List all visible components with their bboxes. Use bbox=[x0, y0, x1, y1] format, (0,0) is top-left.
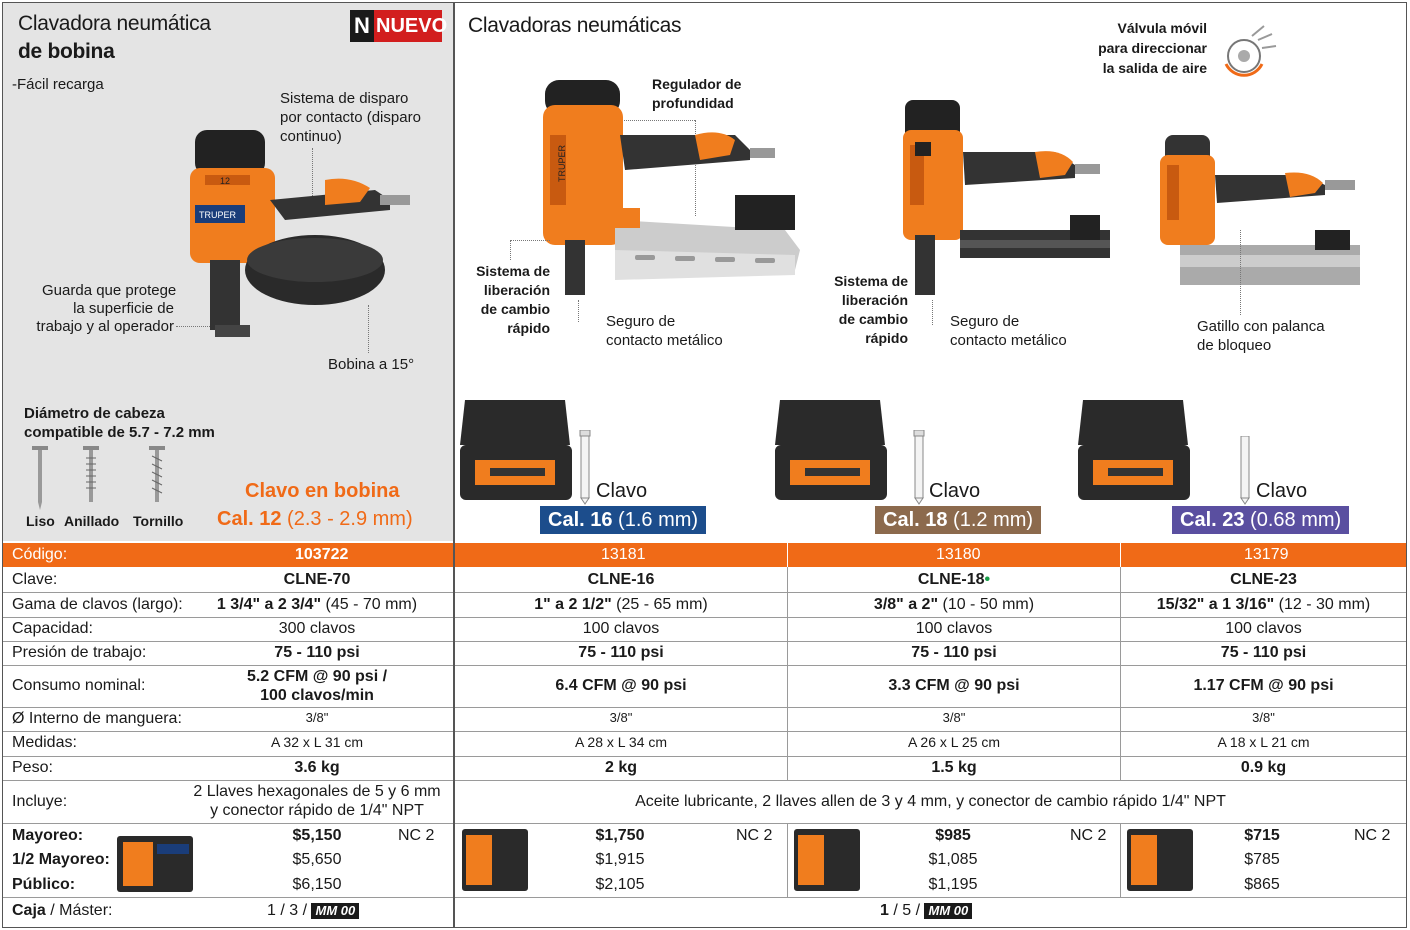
callout-disparo-1: Sistema de disparo bbox=[280, 90, 409, 107]
col2-consumo: 3.3 CFM @ 90 psi bbox=[888, 677, 1020, 694]
liberacion-18-3: de cambio bbox=[838, 311, 908, 327]
liberacion-16-1: Sistema de bbox=[476, 263, 550, 279]
label-gama: Gama de clavos (largo): bbox=[12, 596, 183, 613]
col3-medidas: A 18 x L 21 cm bbox=[1217, 734, 1310, 750]
valvula-1: Válvula móvil bbox=[1117, 20, 1207, 36]
col0-manguera: 3/8" bbox=[305, 710, 329, 725]
col0-capacidad: 300 clavos bbox=[278, 620, 356, 637]
seguro-16-1: Seguro de bbox=[606, 313, 676, 330]
label-mayoreo: Mayoreo: bbox=[12, 827, 84, 844]
col1-medio: $1,915 bbox=[595, 851, 645, 868]
callout-guarda-1: Guarda que protege bbox=[42, 282, 177, 299]
label-caja: Caja / Máster: bbox=[12, 902, 113, 919]
callout-disparo-2: por contacto (disparo bbox=[280, 109, 421, 126]
col0-consumo-1: 5.2 CFM @ 90 psi / bbox=[246, 668, 388, 685]
col1-gama: 1" a 2 1/2" (25 - 65 mm) bbox=[534, 596, 708, 613]
col2-medidas: A 26 x L 25 cm bbox=[907, 734, 1001, 750]
col2-publico: $1,195 bbox=[928, 876, 978, 893]
col0-incluye-1: 2 Llaves hexagonales de 5 y 6 mm bbox=[193, 783, 441, 800]
label-manguera: Ø Interno de manguera: bbox=[12, 710, 182, 727]
col0-nc: NC 2 bbox=[398, 827, 435, 844]
label-publico: Público: bbox=[12, 876, 76, 893]
col1-clave: CLNE-16 bbox=[587, 571, 655, 588]
regulador-2: profundidad bbox=[652, 95, 734, 111]
left-title-line2: de bobina bbox=[18, 40, 115, 63]
col0-clave: CLNE-70 bbox=[283, 571, 351, 588]
col3-manguera: 3/8" bbox=[1252, 710, 1275, 725]
liberacion-18-4: rápido bbox=[865, 330, 908, 346]
col3-consumo: 1.17 CFM @ 90 psi bbox=[1193, 677, 1334, 694]
code-103722: 103722 bbox=[295, 546, 349, 563]
col2-presion: 75 - 110 psi bbox=[911, 644, 997, 661]
cal-12: Cal. 12 (2.3 - 2.9 mm) bbox=[217, 508, 413, 530]
seguro-18-1: Seguro de bbox=[950, 313, 1020, 330]
col3-publico: $865 bbox=[1244, 876, 1280, 893]
nail-anillado: Anillado bbox=[64, 513, 120, 529]
callout-guarda-2: la superficie de bbox=[73, 300, 174, 317]
gatillo-2: de bloqueo bbox=[1197, 337, 1272, 354]
callout-disparo-3: continuo) bbox=[280, 128, 342, 145]
col2-gama: 3/8" a 2" (10 - 50 mm) bbox=[873, 596, 1035, 613]
label-consumo: Consumo nominal: bbox=[12, 677, 146, 694]
label-peso: Peso: bbox=[12, 759, 53, 776]
col2-mayoreo: $985 bbox=[935, 827, 971, 844]
label-medio-mayoreo: 1/2 Mayoreo: bbox=[12, 851, 110, 868]
right-title: Clavadoras neumáticas bbox=[468, 14, 682, 37]
col1-manguera: 3/8" bbox=[609, 710, 633, 725]
callout-bobina: Bobina a 15° bbox=[328, 356, 415, 373]
diametro-line1: Diámetro de cabeza bbox=[24, 405, 165, 422]
col1-consumo: 6.4 CFM @ 90 psi bbox=[555, 677, 687, 694]
liberacion-16-2: liberación bbox=[483, 282, 550, 298]
clavo-23: Clavo bbox=[1256, 480, 1308, 502]
caja-shared: 1 / 5 / MM 00 bbox=[880, 902, 972, 920]
svg-text:TRUPER: TRUPER bbox=[557, 144, 567, 182]
nail-tornillo: Tornillo bbox=[133, 513, 184, 529]
nail-liso: Liso bbox=[26, 513, 55, 529]
valvula-2: para direccionar bbox=[1098, 40, 1207, 56]
col3-medio: $785 bbox=[1244, 851, 1280, 868]
callout-guarda-3: trabajo y al operador bbox=[36, 318, 174, 335]
col2-medio: $1,085 bbox=[928, 851, 978, 868]
col1-nc: NC 2 bbox=[736, 827, 773, 844]
feature-recarga: -Fácil recarga bbox=[12, 76, 104, 93]
clavo-en-bobina: Clavo en bobina bbox=[245, 480, 400, 502]
col2-peso: 1.5 kg bbox=[931, 759, 977, 776]
col0-mayoreo: $5,150 bbox=[292, 827, 342, 844]
col0-peso: 3.6 kg bbox=[294, 759, 340, 776]
gatillo-1: Gatillo con palanca bbox=[1197, 318, 1325, 335]
col1-presion: 75 - 110 psi bbox=[578, 644, 664, 661]
clavo-18: Clavo bbox=[929, 480, 981, 502]
diametro-line2: compatible de 5.7 - 7.2 mm bbox=[24, 424, 215, 441]
col1-medidas: A 28 x L 34 cm bbox=[574, 734, 668, 750]
label-clave: Clave: bbox=[12, 571, 58, 588]
col1-peso: 2 kg bbox=[604, 759, 637, 776]
label-presion: Presión de trabajo: bbox=[12, 644, 147, 661]
code-13179: 13179 bbox=[1244, 546, 1289, 563]
seguro-16-2: contacto metálico bbox=[606, 332, 723, 349]
col3-mayoreo: $715 bbox=[1244, 827, 1280, 844]
svg-text:TRUPER: TRUPER bbox=[199, 210, 237, 220]
incluye-shared: Aceite lubricante, 2 llaves allen de 3 y 4 mm, y conector de cambio rápido 1/4" NPT bbox=[635, 793, 1226, 810]
code-13181: 13181 bbox=[601, 546, 646, 563]
col1-capacidad: 100 clavos bbox=[582, 620, 660, 637]
col2-manguera: 3/8" bbox=[942, 710, 966, 725]
regulador-1: Regulador de bbox=[652, 76, 742, 92]
col3-nc: NC 2 bbox=[1354, 827, 1391, 844]
cal-18-badge: Cal. 18 (1.2 mm) bbox=[875, 506, 1041, 534]
liberacion-18-2: liberación bbox=[841, 292, 908, 308]
page-frame bbox=[2, 2, 1407, 928]
col0-medio: $5,650 bbox=[292, 851, 342, 868]
col3-capacidad: 100 clavos bbox=[1225, 620, 1302, 637]
code-13180: 13180 bbox=[936, 546, 981, 563]
cal-16-badge: Cal. 16 (1.6 mm) bbox=[540, 506, 706, 534]
col3-peso: 0.9 kg bbox=[1240, 759, 1287, 776]
col3-presion: 75 - 110 psi bbox=[1220, 644, 1307, 661]
liberacion-18-1: Sistema de bbox=[834, 273, 908, 289]
nuevo-badge-n: N bbox=[350, 10, 374, 42]
valvula-3: la salida de aire bbox=[1102, 60, 1207, 76]
col0-consumo-2: 100 clavos/min bbox=[260, 687, 374, 704]
col2-capacidad: 100 clavos bbox=[915, 620, 993, 637]
liberacion-16-4: rápido bbox=[507, 320, 550, 336]
cal-23-badge: Cal. 23 (0.68 mm) bbox=[1172, 506, 1349, 534]
nuevo-badge-text: NUEVO bbox=[376, 15, 448, 37]
clavo-16: Clavo bbox=[596, 480, 648, 502]
left-title-line1: Clavadora neumática bbox=[18, 12, 211, 35]
col2-nc: NC 2 bbox=[1070, 827, 1107, 844]
col3-clave: CLNE-23 bbox=[1230, 571, 1297, 588]
label-medidas: Medidas: bbox=[12, 734, 77, 751]
svg-text:12: 12 bbox=[220, 176, 231, 186]
seguro-18-2: contacto metálico bbox=[950, 332, 1067, 349]
col1-publico: $2,105 bbox=[595, 876, 645, 893]
col1-mayoreo: $1,750 bbox=[595, 827, 645, 844]
col0-caja: 1 / 3 / MM 00 bbox=[267, 902, 359, 920]
col2-clave: CLNE-18• bbox=[917, 571, 991, 588]
col0-medidas: A 32 x L 31 cm bbox=[270, 734, 364, 750]
label-incluye: Incluye: bbox=[12, 793, 68, 810]
col0-incluye-2: y conector rápido de 1/4" NPT bbox=[210, 802, 424, 819]
col0-gama: 1 3/4" a 2 3/4" (45 - 70 mm) bbox=[216, 596, 418, 613]
col0-presion: 75 - 110 psi bbox=[274, 644, 360, 661]
liberacion-16-3: de cambio bbox=[480, 301, 550, 317]
col0-publico: $6,150 bbox=[292, 876, 342, 893]
label-capacidad: Capacidad: bbox=[12, 620, 93, 637]
label-codigo: Código: bbox=[12, 546, 68, 563]
col3-gama: 15/32" a 1 3/16" (12 - 30 mm) bbox=[1156, 596, 1371, 613]
